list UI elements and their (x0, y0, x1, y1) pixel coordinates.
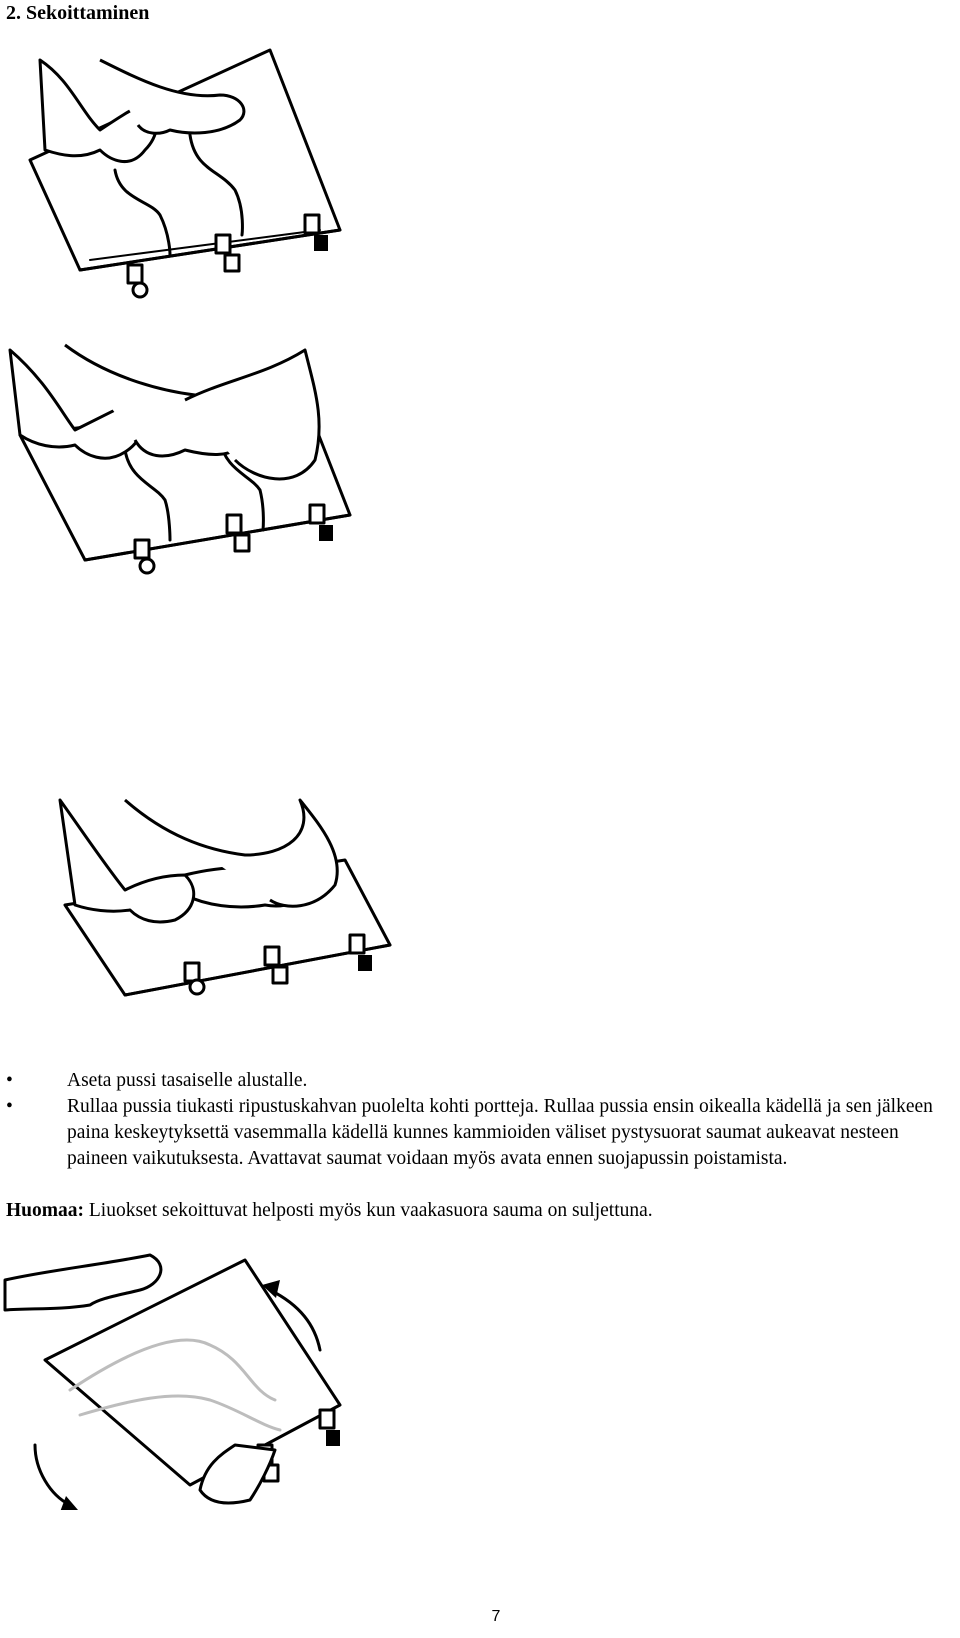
note-text: Liuokset sekoittuvat helposti myös kun vaakasuora sauma on suljettuna. (84, 1200, 653, 1221)
illustration-mixing (0, 1250, 360, 1510)
bullet-symbol: • (6, 1096, 13, 1117)
list-item-text: Aseta pussi tasaiselle alustalle. (67, 1070, 308, 1091)
section-title: 2. Sekoittaminen (6, 2, 150, 24)
illustration-rolling-step-1 (20, 40, 360, 300)
illustration-rolling-step-2 (5, 340, 365, 590)
illustration-rolling-step-3 (55, 795, 405, 1010)
page-number: 7 (491, 1608, 501, 1625)
note-label: Huomaa: (6, 1200, 84, 1221)
bullet-symbol: • (6, 1070, 13, 1091)
list-item (6, 1068, 956, 1094)
instruction-list (6, 1068, 956, 1172)
note (6, 1198, 653, 1224)
list-item-text: Rullaa pussia tiukasti ripustuskahvan puolelta kohti portteja. Rullaa pussia ensin oikealla kädellä ja sen jälkeen paina keskeytyksettä vasemmalla kädellä kunnes kammioiden väliset pystysuorat saumat aukeavat nesteen paineen vaikutuksesta. Avattavat saumat voidaan myös avata ennen suojapussin poistamista. (67, 1096, 933, 1169)
list-item (6, 1094, 956, 1172)
